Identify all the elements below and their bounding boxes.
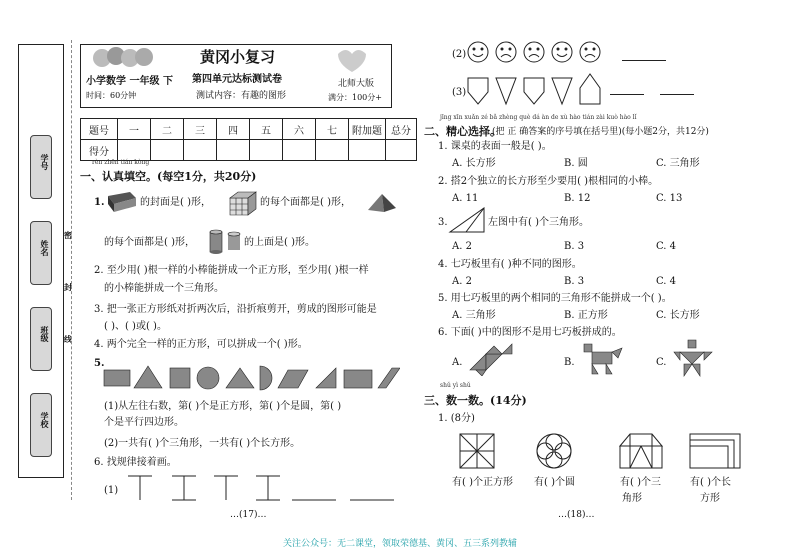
- q3-text: 3. 把一张正方形纸对折两次后，沿折痕剪开，剪成的图形可能是: [94, 304, 377, 315]
- face-sequence: [466, 40, 616, 66]
- class-label: 班级: [40, 326, 50, 342]
- table-cell: 五: [250, 119, 283, 140]
- student-id-label: 学号: [40, 154, 50, 170]
- table-cell: 四: [217, 119, 250, 140]
- table-cell: 七: [316, 119, 349, 140]
- grade-label: 小学数学 一年级 下: [86, 76, 173, 87]
- q5-part1: (1)从左往右数，第( )个是正方形，第( )个是圆，第( ): [104, 401, 342, 412]
- q2-text-b: 的小棒能拼成一个三角形。: [104, 283, 224, 294]
- table-cell: 总分: [386, 119, 417, 140]
- c6-option-c: C.: [656, 357, 667, 368]
- s3-answer-4: 有( )个长: [690, 477, 731, 488]
- score-label: 满分：100分+: [328, 93, 382, 102]
- answer-line: [610, 94, 644, 95]
- tangram-figure-c: [670, 338, 716, 378]
- triangle-figure: [448, 206, 488, 234]
- s3-answer-3b: 角形: [622, 493, 642, 504]
- seal-mark-1: 密: [64, 230, 72, 240]
- c3-number: 3.: [438, 217, 448, 228]
- school-label: 学校: [40, 412, 50, 428]
- c1-option-c: C. 三角形: [656, 158, 700, 169]
- s3-answer-1: 有( )个正方形: [452, 477, 513, 488]
- c1-option-a: A. 长方形: [452, 158, 496, 169]
- answer-line: [622, 60, 666, 61]
- q1-text-d: 的每个面都是( )形，: [104, 237, 195, 248]
- arrow-shape-sequence: [466, 70, 606, 110]
- exam-title: 第四单元达标测试卷: [192, 74, 282, 85]
- s3-answer-3: 有( )个三: [620, 477, 661, 488]
- table-cell: 一: [118, 119, 151, 140]
- tangram-dog-b: [578, 340, 624, 376]
- name-label: 姓名: [40, 240, 50, 256]
- table-cell: 二: [151, 119, 184, 140]
- name-box: [30, 221, 52, 285]
- brand-title: 黄冈小复习: [200, 48, 276, 66]
- school-box: [30, 393, 52, 457]
- table-row: [81, 119, 417, 140]
- c5-option-c: C. 长方形: [656, 310, 700, 321]
- c4-option-b: B. 3: [564, 276, 585, 287]
- class-box: [30, 307, 52, 371]
- s3-pinyin: shǔ yì shǔ: [440, 382, 471, 389]
- r3-label: (3): [452, 87, 467, 98]
- c2-option-c: C. 13: [656, 193, 683, 204]
- q1-text-c: 的每个面都是( )形，: [260, 197, 351, 208]
- c6-text: 6. 下面( )中的图形不是用七巧板拼成的。: [438, 327, 622, 338]
- c3-option-c: C. 4: [656, 241, 677, 252]
- c2-option-b: B. 12: [564, 193, 591, 204]
- c6-option-b: B.: [564, 357, 575, 368]
- q5-part1-b: 个是平行四边形。: [104, 417, 184, 428]
- q1-text-e: 的上面是( )形。: [244, 237, 315, 248]
- c5-option-a: A. 三角形: [452, 310, 496, 321]
- c3-option-a: A. 2: [452, 241, 472, 252]
- q6-part1: (1): [104, 485, 119, 496]
- c2-option-a: A. 11: [452, 193, 479, 204]
- book-icon: [104, 190, 138, 214]
- c4-option-c: C. 4: [656, 276, 677, 287]
- cylinder-icon: [206, 228, 246, 254]
- time-label: 时间：60分钟: [86, 91, 137, 100]
- section-1-title: 一、认真填空。(每空1分，共20分): [80, 170, 257, 183]
- q3-text-b: ( )、( )或( )。: [104, 321, 167, 332]
- c3-option-b: B. 3: [564, 241, 585, 252]
- s3-q1: 1. (8分): [438, 413, 475, 424]
- q1-number: 1.: [94, 197, 105, 208]
- section-2-title: 二、精心选择。: [424, 125, 501, 138]
- exam-header: [80, 44, 392, 108]
- page-number-left: …(17)…: [230, 510, 267, 520]
- exam-content: 测试内容：有趣的图形: [196, 91, 287, 101]
- c5-text: 5. 用七巧板里的两个相同的三角形不能拼成一个( )。: [438, 293, 672, 304]
- student-id-box: [30, 135, 52, 199]
- c1-text: 1. 课桌的表面一般是( )。: [438, 141, 552, 152]
- table-cell: 题号: [81, 119, 118, 140]
- tangram-bird-a: [466, 340, 516, 376]
- q5-number: 5.: [94, 358, 105, 369]
- s1-pinyin: rèn zhēn tián kòng: [92, 159, 150, 166]
- c6-option-a: A.: [452, 357, 463, 368]
- s3-answer-2: 有( )个圆: [534, 477, 575, 488]
- cube-icon: [228, 190, 258, 216]
- counting-figures: [452, 432, 752, 472]
- pattern-sequence: [122, 472, 398, 502]
- s3-answer-4b: 方形: [700, 493, 720, 504]
- c4-text: 4. 七巧板里有( )种不同的图形。: [438, 259, 582, 270]
- q5-shapes: [100, 362, 400, 392]
- seal-mark-3: 线: [64, 334, 72, 344]
- table-cell: 六: [283, 119, 316, 140]
- answer-line: [660, 94, 694, 95]
- s2-pinyin: jīng xīn xuǎn zé bǎ zhèng què dá àn de xù hào tián zài kuò hào lǐ: [440, 114, 637, 121]
- r2-label: (2): [452, 49, 467, 60]
- table-row: [81, 140, 417, 161]
- table-cell: 得分: [81, 140, 118, 161]
- q1-text-b: 的封面是( )形，: [140, 197, 211, 208]
- q2-text: 2. 至少用( )根一样的小棒能拼成一个正方形，至少用( )根一样: [94, 265, 369, 276]
- section-2-subtitle: (把 正 确答案的序号填在括号里)(每小题2分，共12分): [492, 127, 709, 137]
- c2-text: 2. 搭2个独立的长方形至少要用( )根相同的小棒。: [438, 176, 659, 187]
- seal-mark-2: 封: [64, 282, 72, 292]
- table-cell: 附加题: [349, 119, 386, 140]
- c5-option-b: B. 正方形: [564, 310, 608, 321]
- c4-option-a: A. 2: [452, 276, 472, 287]
- section-3-title: 三、数一数。(14分): [424, 394, 527, 407]
- page-number-right: …(18)…: [558, 510, 595, 520]
- q5-part2: (2)一共有( )个三角形，一共有( )个长方形。: [104, 438, 301, 449]
- binding-strip: [18, 44, 64, 478]
- edition-label: 北师大版: [338, 79, 375, 89]
- c1-option-b: B. 圆: [564, 158, 588, 169]
- score-table: [80, 118, 417, 161]
- footer-notice: 关注公众号：无二课堂，领取荣德基、黄冈、五三系列教辅: [282, 539, 517, 549]
- q6-text: 6. 找规律接着画。: [94, 457, 177, 468]
- q4-text: 4. 两个完全一样的正方形，可以拼成一个( )形。: [94, 339, 308, 350]
- pyramid-icon: [366, 192, 398, 214]
- table-cell: 三: [184, 119, 217, 140]
- c3-text: 左图中有( )个三角形。: [488, 217, 589, 228]
- cut-line: [71, 40, 72, 500]
